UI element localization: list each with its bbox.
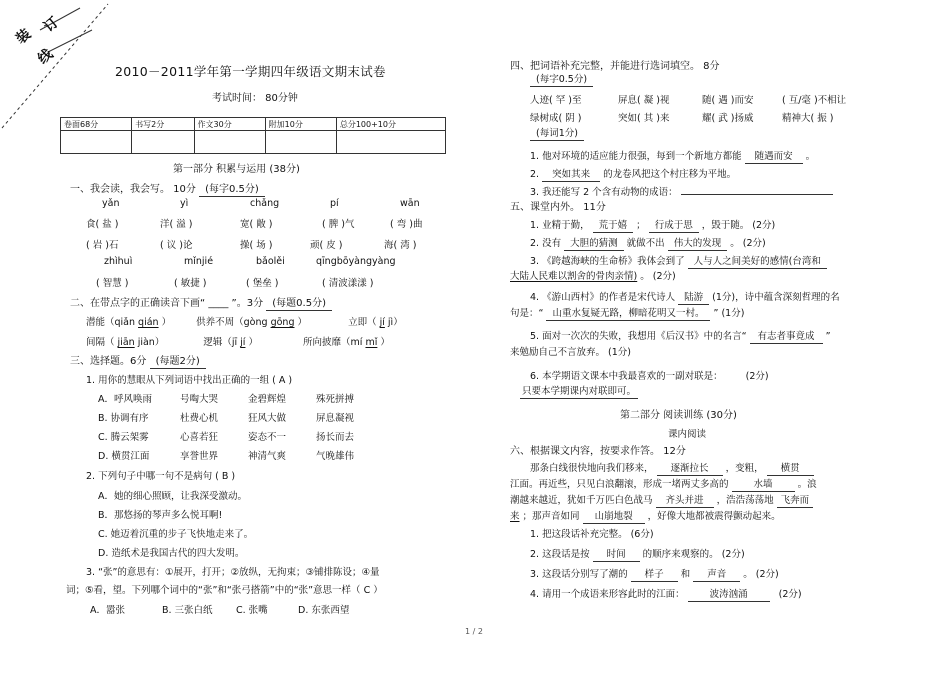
answer-word: 食( 盐 ) — [86, 219, 119, 230]
q5-item6 — [530, 368, 769, 382]
option: 杜费心机 — [180, 413, 219, 424]
option: 姿态不一 — [248, 432, 287, 443]
score-header: 作文30分 — [194, 118, 265, 131]
option: 心喜若狂 — [180, 432, 219, 443]
fill-answer: 水墙 — [732, 479, 795, 492]
q2-row2 — [86, 334, 390, 348]
fill-text: 5. 面对一次次的失败，我想用《后汉书》中的名言“ — [530, 331, 747, 342]
answer-word: ( 脾 )气 — [322, 219, 355, 230]
q1-head-text: 一、我会读，我会写。 10分 — [70, 184, 196, 195]
fill-text: 4. 《游山西村》的作者是宋代诗人 — [530, 292, 676, 303]
fill-answer: 随遇而安 — [745, 151, 803, 164]
answer-word: ( 弯 )曲 — [390, 219, 423, 230]
fill-text: (1分)，诗中蕴含深刻哲理的名 — [712, 292, 840, 303]
answer-word: 随( 遇 )而安 — [702, 95, 754, 106]
q2-text: 所向披靡（mí — [303, 337, 363, 348]
passage-text: 江面。再近些，只见白浪翻滚，形成一堵两丈多高的 — [510, 479, 729, 490]
q2-text: 间隔（ — [86, 337, 115, 348]
fill-text: 3. 《跨越海峡的生命桥》我体会到了 — [530, 256, 685, 267]
fill-answer: 突如其来 — [542, 169, 600, 182]
fill-answer: 有志者事竟成 — [750, 331, 823, 344]
exam-title: 2010－2011学年第一学期四年级语文期末试卷 — [115, 64, 386, 79]
q4-note2-text: (每词1分) — [530, 128, 584, 141]
pinyin: yǎn — [102, 198, 120, 209]
fill-text: ，毁于随。 (2分) — [701, 220, 776, 231]
binding-line-decoration — [0, 0, 110, 130]
q2-underlined: jí — [379, 317, 385, 328]
fill-answer: 样子 — [631, 569, 678, 582]
q2-row1 — [86, 314, 403, 328]
q5-heading: 五、课堂内外。 11分 — [510, 202, 606, 213]
score-header: 书写2分 — [132, 118, 194, 131]
q3-s3-line1: 3. “张”的意思有：①展开，打开；②放纵，无拘束；③铺排陈设；④量 — [86, 567, 380, 578]
q3-heading — [70, 352, 206, 369]
part1-title: 第一部分 积累与运用 (38分) — [173, 164, 300, 175]
answer-word: 突如( 其 )来 — [618, 113, 670, 124]
q2-text: 供养不周（gòng — [196, 317, 268, 328]
fill-answer: 山重水复疑无路，柳暗花明又一村。 — [546, 308, 710, 321]
q5-item4 — [530, 289, 840, 305]
q6-item3 — [530, 566, 779, 582]
pinyin: yì — [180, 198, 189, 209]
q2-head-text: 二、在带点字的正确读音下画“ ____ ”。3分 — [70, 298, 264, 309]
fill-answer: 山崩地裂 — [583, 511, 645, 524]
fill-text: 2. — [530, 169, 540, 180]
corner-word-3: 线 — [35, 46, 57, 68]
option: B. 三张白纸 — [162, 605, 213, 616]
fill-text: 的龙卷风把这个村庄移为平地。 — [603, 169, 737, 180]
pinyin: chǎng — [250, 198, 280, 209]
score-cell — [265, 131, 336, 154]
answer-word: ( 清波漾漾 ) — [322, 278, 374, 289]
q3-head-text: 三、选择题。6分 — [70, 356, 147, 367]
q3-s1: 1. 用你的慧眼从下列词语中找出正确的一组 ( A ) — [86, 375, 293, 386]
passage-text: 。浪 — [797, 479, 817, 490]
option: C. 她迈着沉重的步子飞快地走来了。 — [98, 529, 254, 540]
pinyin: pí — [330, 198, 339, 209]
page-number: 1 / 2 — [465, 627, 483, 636]
pinyin: wān — [400, 198, 420, 209]
answer-word: 操( 场 ) — [240, 240, 273, 251]
part2-title: 第二部分 阅读训练 (30分) — [620, 410, 737, 421]
answer-word: 绿树成( 阴 ) — [530, 113, 582, 124]
answer-word: 屏息( 凝 )视 — [618, 95, 670, 106]
q3-note: (每题2分) — [150, 356, 206, 369]
fill-text: 。 (2分) — [743, 569, 779, 580]
passage-text: ；那声音如同 — [522, 511, 580, 522]
fill-text: 2. 这段话是按 — [530, 549, 590, 560]
q2-text: ） — [380, 337, 390, 348]
q2-heading — [70, 294, 332, 311]
fill-text: 3. 我还能写 2 个含有动物的成语： — [530, 187, 678, 198]
q6-item2 — [530, 546, 745, 562]
fill-answer: 陆游 — [678, 292, 709, 305]
q3-s3-line2: 词；⑤看，望。下列哪个词中的“张”和“张弓搭箭”中的“张”意思一样（ C ） — [66, 585, 383, 596]
fill-answer: 人与人之间美好的感情(台湾和 — [688, 256, 827, 269]
q1-heading — [70, 180, 265, 197]
fill-text: 。 (2分) — [730, 238, 766, 249]
fill-text: 1. 他对环境的适应能力很强，每到一个新地方都能 — [530, 151, 742, 162]
fill-text: 3. 这段话分别写了潮的 — [530, 569, 628, 580]
fill-text: ” (1分) — [713, 308, 745, 319]
fill-text: 的顺序来观察的。 (2分) — [642, 549, 745, 560]
answer-word: 人迹( 罕 )至 — [530, 95, 582, 106]
passage-text: ，变粗， — [725, 463, 764, 474]
fill-answer: 来 — [510, 511, 520, 522]
section-title: 课内阅读 — [668, 429, 707, 440]
q4-heading: 四、把词语补充完整，并能进行选词填空。 8分 — [510, 61, 720, 72]
fill-text: (2分) — [745, 371, 769, 382]
fill-answer: 逐渐拉长 — [657, 463, 723, 476]
fill-answer: 行成于思 — [649, 220, 699, 233]
answer-word: ( 堡垒 ) — [246, 278, 279, 289]
q5-item2 — [530, 235, 766, 251]
q1-note: (每字0.5分) — [199, 184, 265, 197]
q6-passage-line2 — [510, 476, 817, 492]
pinyin: qīngbōyàngyàng — [316, 256, 396, 267]
q2-text: ） — [248, 337, 258, 348]
q5-item1 — [530, 217, 775, 233]
option: 狂风大做 — [248, 413, 287, 424]
q2-text: 潜能（qiǎn — [86, 317, 136, 328]
q2-text: ） — [161, 317, 172, 328]
option: B．那悠扬的琴声多么悦耳啊! — [98, 510, 223, 521]
option: C. 张嘴 — [236, 605, 268, 616]
fill-text: ” — [825, 331, 831, 342]
q5-item5-cont: 来勉励自己不言放弃。 (1分) — [510, 347, 631, 358]
fill-text: 。 (2分) — [640, 271, 676, 282]
q5-item4-cont — [510, 305, 744, 321]
fill-text: 4. 请用一个成语来形容此时的江面： — [530, 589, 685, 600]
fill-answer: 横贯 — [767, 463, 814, 476]
q5-item6-answer — [520, 386, 638, 399]
fill-text: ； — [636, 220, 646, 231]
fill-text: 2. 没有 — [530, 238, 562, 249]
fill-answer: 声音 — [693, 569, 740, 582]
q5-item3 — [530, 253, 827, 269]
q2-text: jiàn） — [137, 337, 165, 348]
option: D. 造纸术是我国古代的四大发明。 — [98, 548, 245, 559]
fill-answer: 飞奔而 — [777, 495, 814, 508]
fill-answer: 大胆的猜测 — [564, 238, 624, 251]
fill-answer: 荒于嬉 — [593, 220, 634, 233]
q2-text: 立即（ — [348, 317, 377, 328]
q6-heading: 六、根据课文内容，按要求作答。 12分 — [510, 446, 686, 457]
q4-fill1 — [530, 148, 815, 164]
fill-text: (2分) — [778, 589, 802, 600]
answer-word: ( 议 )论 — [160, 240, 193, 251]
fill-answer: 时间 — [593, 549, 640, 562]
fill-text: 。 — [805, 151, 816, 162]
q2-note: (每题0.5分) — [266, 298, 332, 311]
option: 享誉世界 — [180, 451, 219, 462]
q5-item3-cont — [510, 268, 676, 282]
answer-word: 宽( 敞 ) — [240, 219, 273, 230]
option: 殊死拼搏 — [316, 394, 355, 405]
answer-word: ( 敏捷 ) — [174, 278, 207, 289]
option: A．嚣张 — [90, 605, 125, 616]
pinyin: zhìhuì — [104, 256, 133, 267]
fill-text: 和 — [680, 569, 691, 580]
fill-text: 1. 业精于勤， — [530, 220, 590, 231]
answer-word: ( 岩 )石 — [86, 240, 119, 251]
exam-time: 考试时间： 80分钟 — [212, 93, 298, 104]
option: 金碧辉煌 — [248, 394, 287, 405]
q4-note-text: (每字0.5分) — [530, 74, 593, 87]
fill-text: 就做不出 — [626, 238, 665, 249]
option: 屏息凝视 — [316, 413, 355, 424]
fill-text: 句是：“ — [510, 308, 544, 319]
score-cell — [61, 131, 132, 154]
score-cell — [132, 131, 194, 154]
option: 气晚雄伟 — [316, 451, 355, 462]
option: D. 东张西望 — [298, 605, 350, 616]
answer-word: ( 智慧 ) — [96, 278, 129, 289]
q2-underlined: jí — [240, 337, 246, 348]
option: B. 协调有序 — [98, 413, 149, 424]
q2-underlined: jiān — [117, 337, 135, 348]
passage-text: ，浩浩荡荡地 — [716, 495, 774, 506]
score-header: 总分100+10分 — [336, 118, 445, 131]
q2-underlined: gōng — [270, 317, 295, 328]
fill-blank — [681, 194, 833, 195]
option: A．她的细心照顾，让我深受激动。 — [98, 491, 247, 502]
q2-text: jì） — [387, 317, 403, 328]
fill-answer: 只要本学期课内对联即可。 — [522, 386, 637, 397]
q5-item5 — [530, 328, 831, 344]
corner-word-1: 装 — [13, 26, 35, 48]
q6-passage-line1 — [530, 460, 814, 476]
q6-passage-line4 — [510, 508, 781, 524]
q3-s2: 2. 下列句子中哪一句不是病句 ( B ) — [86, 471, 236, 482]
option: D. 横贯江面 — [98, 451, 150, 462]
corner-word-2: 订 — [41, 14, 63, 36]
q4-fill2 — [530, 166, 736, 182]
fill-text: 6. 本学期语文课本中我最喜欢的一副对联是： — [530, 371, 723, 382]
q2-underlined: mǐ — [365, 337, 378, 348]
q2-underlined: qián — [138, 317, 159, 328]
q2-text: ） — [297, 317, 308, 328]
pinyin: bǎolěi — [256, 256, 285, 267]
answer-word: 顽( 皮 ) — [310, 240, 343, 251]
option: 神清气爽 — [248, 451, 287, 462]
fill-answer: 齐头并进 — [656, 495, 714, 508]
pinyin: mǐnjié — [184, 256, 214, 267]
q6-passage-line3 — [510, 492, 813, 508]
q4-note — [530, 74, 593, 87]
q6-item4 — [530, 586, 802, 602]
answer-word: 精神大( 振 ) — [782, 113, 834, 124]
score-cell — [194, 131, 265, 154]
passage-text: 潮越来越近，犹如千万匹白色战马 — [510, 495, 653, 506]
answer-word: ( 互/毫 )不相让 — [782, 95, 847, 106]
option: 扬长而去 — [316, 432, 355, 443]
score-header: 附加10分 — [265, 118, 336, 131]
q4-note2 — [530, 128, 584, 141]
q2-text: 逻辑（jī — [203, 337, 238, 348]
option: A．呼风唤雨 — [98, 394, 152, 405]
fill-answer: 波涛汹涌 — [688, 589, 770, 602]
q6-item1: 1. 把这段话补充完整。 (6分) — [530, 529, 654, 540]
score-table — [60, 117, 446, 154]
score-cell — [336, 131, 445, 154]
fill-answer: 伟大的发现 — [668, 238, 728, 251]
option: 号啕大哭 — [180, 394, 219, 405]
fill-answer: 大陆人民难以割舍的骨肉亲情) — [510, 271, 638, 282]
score-header: 卷面68分 — [61, 118, 132, 131]
option: C. 腾云架雾 — [98, 432, 149, 443]
passage-text: ，好像大地都被震得颤动起来。 — [647, 511, 781, 522]
answer-word: 海( 湾 ) — [384, 240, 417, 251]
q4-fill3 — [530, 184, 833, 198]
answer-word: 洋( 溢 ) — [160, 219, 193, 230]
answer-word: 耀( 武 )扬威 — [702, 113, 754, 124]
passage-text: 那条白线很快地向我们移来， — [530, 463, 654, 474]
